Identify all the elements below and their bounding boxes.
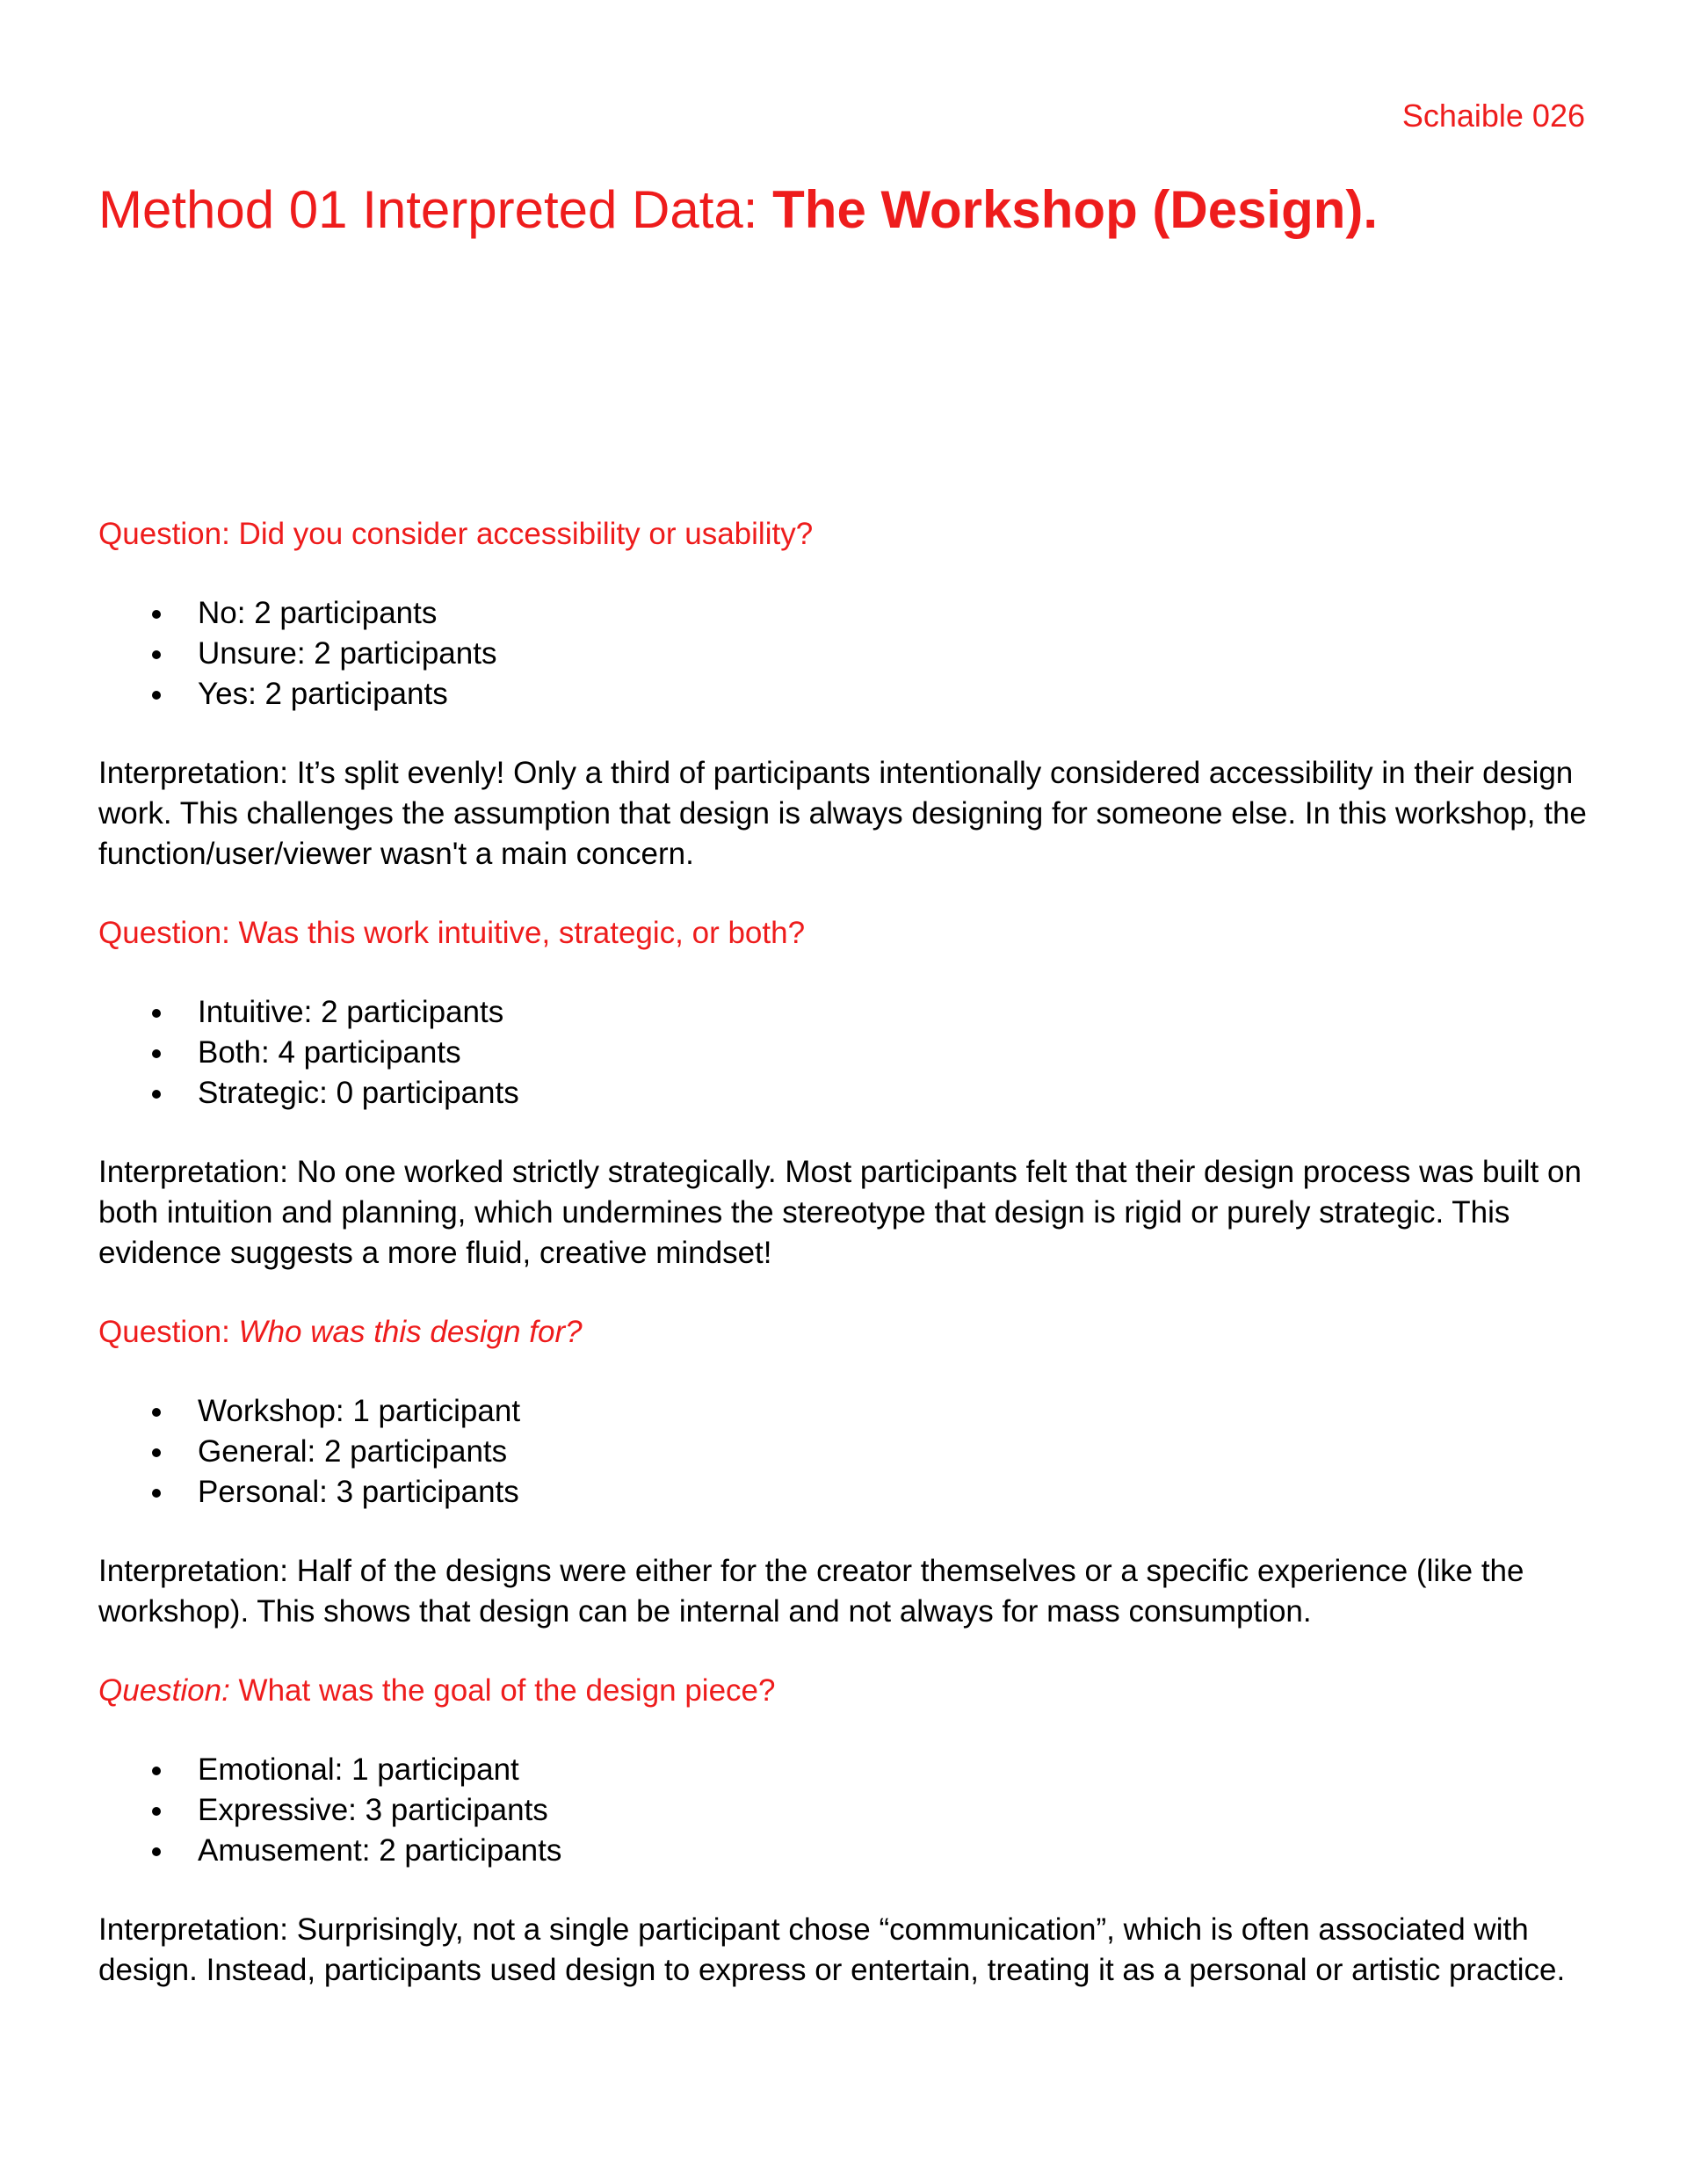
interpretation-paragraph: Interpretation: Half of the designs were either for the creator themselves or a specific experience (like the workshop). This shows that design can be internal and not always for mass consumption. <box>98 1554 1524 1629</box>
answer-item: Intuitive: 2 participants <box>98 992 1592 1033</box>
title-prefix: Method 01 Interpreted Data: <box>98 180 773 239</box>
document-body <box>98 514 1592 2029</box>
page-title <box>98 181 1378 239</box>
question-heading <box>98 1671 1592 1711</box>
question-heading <box>98 1312 1592 1353</box>
answer-list <box>98 992 1592 1114</box>
question-text: What was the goal of the design piece? <box>229 1673 776 1708</box>
answer-item: Emotional: 1 participant <box>98 1750 1592 1790</box>
answer-list <box>98 1391 1592 1513</box>
answer-item: Yes: 2 participants <box>98 674 1592 715</box>
answer-list <box>98 1750 1592 1871</box>
page-label: Schaible 026 <box>1401 98 1585 134</box>
question-heading <box>98 913 1592 954</box>
interpretation-paragraph: Interpretation: Surprisingly, not a single participant chose “communication”, which is often associated with design. Instead, participants used design to express or entertain, treating it as a personal or artistic practice. <box>98 1912 1566 1987</box>
answer-item: Personal: 3 participants <box>98 1472 1592 1513</box>
answer-item: General: 2 participants <box>98 1432 1592 1472</box>
answer-item: Both: 4 participants <box>98 1033 1592 1073</box>
answer-item: Strategic: 0 participants <box>98 1073 1592 1114</box>
interpretation-paragraph: Interpretation: It’s split evenly! Only a third of participants intentionally considered accessibility in their design work. This challenges the assumption that design is always designing for someone else. In this workshop, the function/user/viewer wasn't a main concern. <box>98 756 1587 871</box>
answer-item: Workshop: 1 participant <box>98 1391 1592 1432</box>
answer-item: No: 2 participants <box>98 593 1592 634</box>
question-text: Was this work intuitive, strategic, or both? <box>238 916 806 950</box>
answer-item: Amusement: 2 participants <box>98 1831 1592 1871</box>
question-prefix: Question: <box>98 517 239 551</box>
question-heading <box>98 514 1592 555</box>
question-text: Did you consider accessibility or usability? <box>238 517 814 551</box>
question-prefix: Question: <box>98 1673 230 1708</box>
answer-item: Expressive: 3 participants <box>98 1790 1592 1831</box>
answer-list <box>98 593 1592 715</box>
question-prefix: Question: <box>98 916 239 950</box>
interpretation-paragraph: Interpretation: No one worked strictly strategically. Most participants felt that their design process was built on both intuition and planning, which undermines the stereotype that design is rigid or purely strategic. This evidence suggests a more fluid, creative mindset! <box>98 1155 1582 1270</box>
question-text: Who was this design for? <box>238 1315 583 1349</box>
answer-item: Unsure: 2 participants <box>98 634 1592 674</box>
title-bold: The Workshop (Design). <box>772 180 1379 239</box>
question-prefix: Question: <box>98 1315 239 1349</box>
